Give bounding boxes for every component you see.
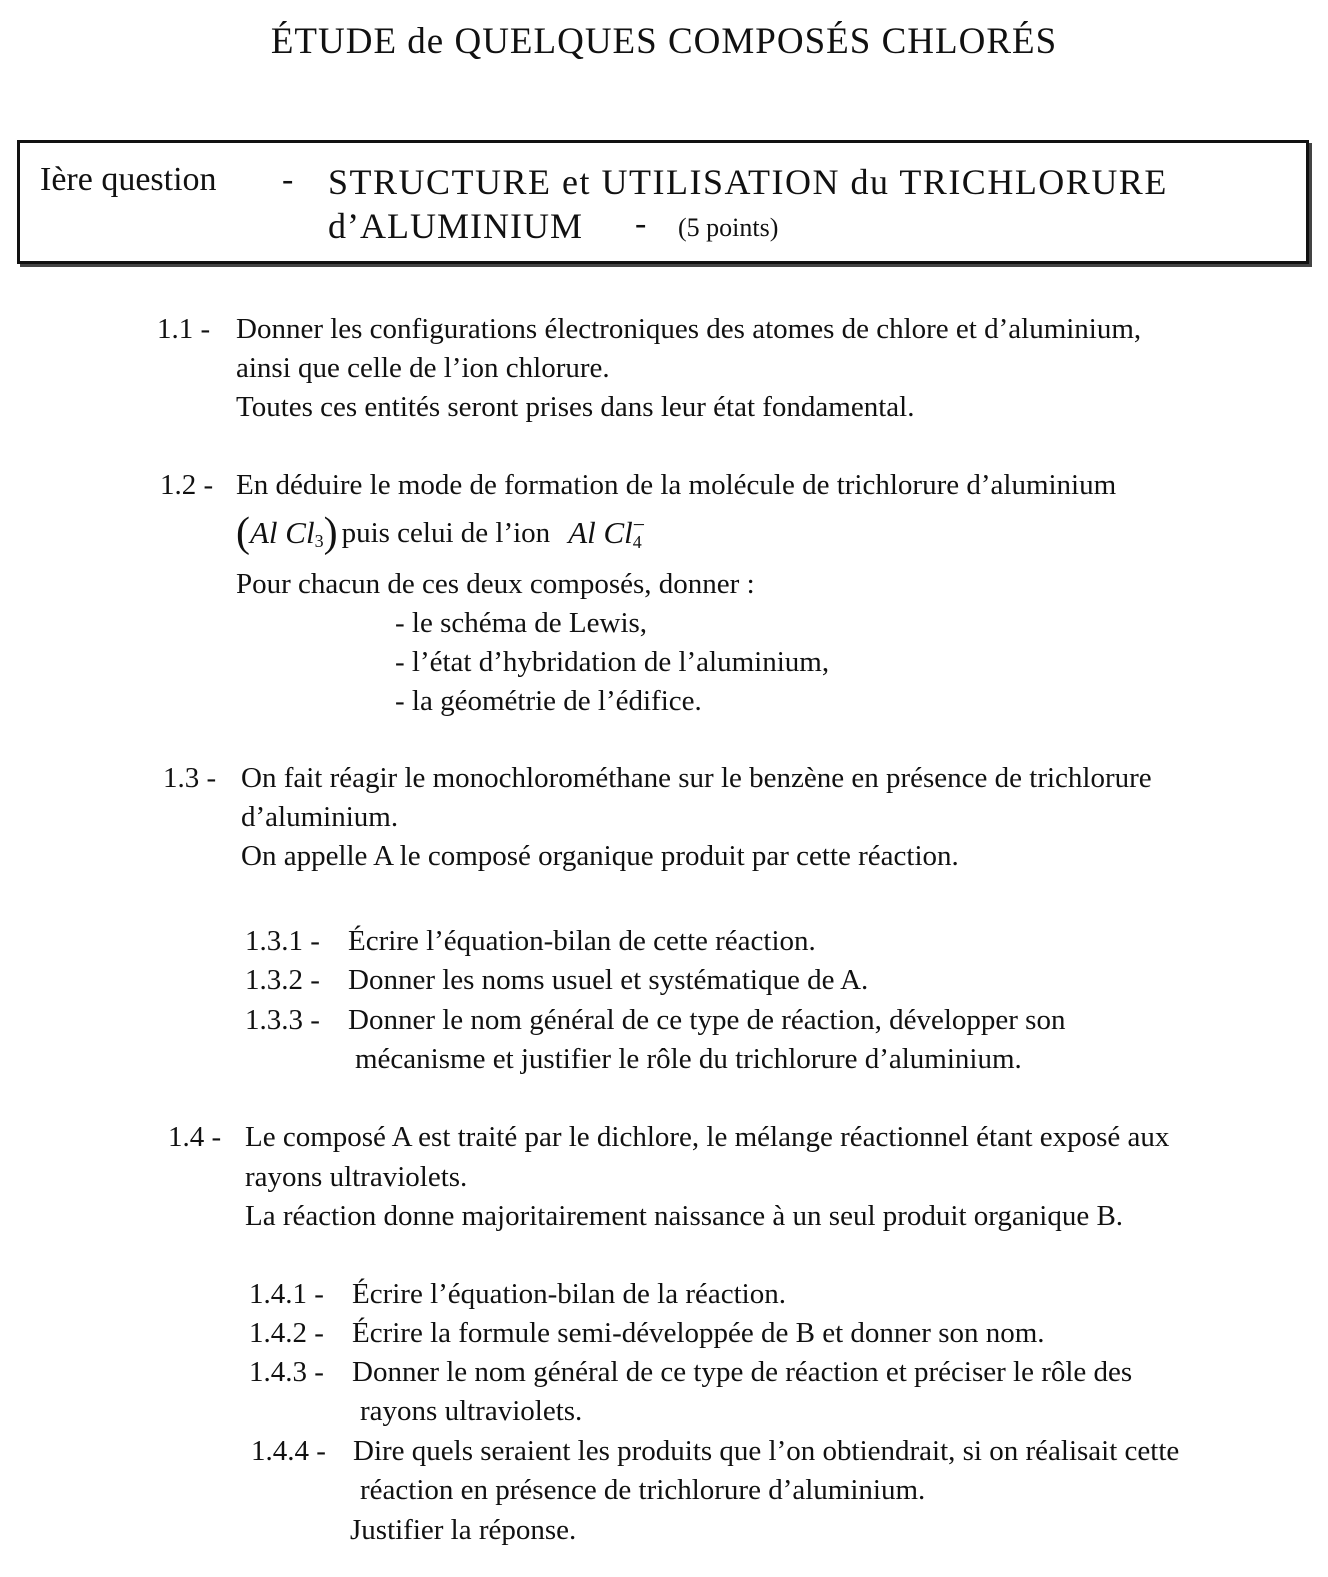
q1-1-number: 1.1 -	[157, 313, 211, 345]
q1-3-3-line2: mécanisme et justifier le rôle du trichlorure d’aluminium.	[355, 1043, 1022, 1075]
q1-4-2-line1: Écrire la formule semi-développée de B et donner son nom.	[352, 1317, 1045, 1349]
q1-2-item-lewis: - le schéma de Lewis,	[395, 607, 648, 639]
q1-4-3-number: 1.4.3 -	[249, 1356, 324, 1388]
q1-2-line3: Pour chacun de ces deux composés, donner :	[236, 568, 755, 600]
question-label: Ière question	[40, 161, 217, 198]
formula-alcl4: Al Cl	[568, 515, 633, 550]
q1-1-line2: ainsi que celle de l’ion chlorure.	[236, 352, 610, 384]
q1-4-2-number: 1.4.2 -	[249, 1317, 324, 1349]
q1-3-1-number: 1.3.1 -	[245, 925, 320, 957]
q1-2-item-geometrie: - la géométrie de l’édifice.	[395, 685, 702, 717]
q1-4-4-line3: Justifier la réponse.	[350, 1514, 577, 1546]
q1-4-4-line1: Dire quels seraient les produits que l’on obtiendrait, si on réalisait cette	[353, 1435, 1180, 1467]
q1-4-4-line2: réaction en présence de trichlorure d’aluminium.	[360, 1474, 926, 1506]
q1-1-line1: Donner les configurations électroniques des atomes de chlore et d’aluminium,	[236, 313, 1142, 345]
q1-3-number: 1.3 -	[163, 762, 217, 794]
q1-3-line3: On appelle A le composé organique produit par cette réaction.	[241, 840, 959, 872]
q1-3-3-number: 1.3.3 -	[245, 1004, 320, 1036]
q1-2-mid-text: puis celui de l’ion	[341, 516, 551, 549]
q1-2-formula-line	[236, 506, 647, 560]
paren-close: )	[323, 510, 338, 556]
q1-4-1-line1: Écrire l’équation-bilan de la réaction.	[352, 1278, 786, 1310]
question-points: (5 points)	[678, 213, 779, 242]
q1-4-3-line2: rayons ultraviolets.	[360, 1395, 583, 1427]
q1-4-1-number: 1.4.1 -	[249, 1278, 324, 1310]
q1-4-4-number: 1.4.4 -	[251, 1435, 326, 1467]
q1-3-line1: On fait réagir le monochlorométhane sur le benzène en présence de trichlorure	[241, 762, 1152, 794]
question-dash-2: -	[635, 205, 647, 242]
formula-alcl4-charge: −	[632, 512, 646, 537]
paren-open: (	[236, 510, 250, 556]
q1-2-line1: En déduire le mode de formation de la molécule de trichlorure d’aluminium	[236, 469, 1117, 501]
q1-1-line3: Toutes ces entités seront prises dans leur état fondamental.	[236, 391, 915, 423]
q1-2-item-hybridation: - l’état d’hybridation de l’aluminium,	[395, 646, 830, 678]
q1-4-line2: rayons ultraviolets.	[245, 1161, 468, 1193]
formula-alcl3: Al Cl	[250, 515, 315, 550]
q1-3-2-line1: Donner les noms usuel et systématique de A.	[348, 964, 869, 996]
q1-4-line1: Le composé A est traité par le dichlore, le mélange réactionnel étant exposé aux	[245, 1121, 1170, 1153]
q1-4-3-line1: Donner le nom général de ce type de réaction et préciser le rôle des	[352, 1356, 1133, 1388]
question-dash: -	[282, 161, 294, 198]
formula-alcl4-indices	[632, 512, 647, 552]
q1-3-3-line1: Donner le nom général de ce type de réaction, développer son	[348, 1004, 1066, 1036]
formula-alcl3-subscript: 3	[314, 530, 324, 551]
q1-4-line3: La réaction donne majoritairement naissance à un seul produit organique B.	[245, 1200, 1124, 1232]
q1-3-line2: d’aluminium.	[241, 801, 399, 833]
q1-4-number: 1.4 -	[168, 1121, 222, 1153]
q1-3-2-number: 1.3.2 -	[245, 964, 320, 996]
q1-3-1-line1: Écrire l’équation-bilan de cette réaction.	[348, 925, 816, 957]
question-title-line2: d’ALUMINIUM	[328, 206, 583, 246]
formula-alcl4-subscript: 4	[632, 532, 642, 552]
q1-2-number: 1.2 -	[160, 469, 214, 501]
document-title: ÉTUDE de QUELQUES COMPOSÉS CHLORÉS	[270, 21, 1058, 62]
question-title-line1: STRUCTURE et UTILISATION du TRICHLORURE	[328, 162, 1168, 202]
question-header-box	[17, 140, 1309, 264]
